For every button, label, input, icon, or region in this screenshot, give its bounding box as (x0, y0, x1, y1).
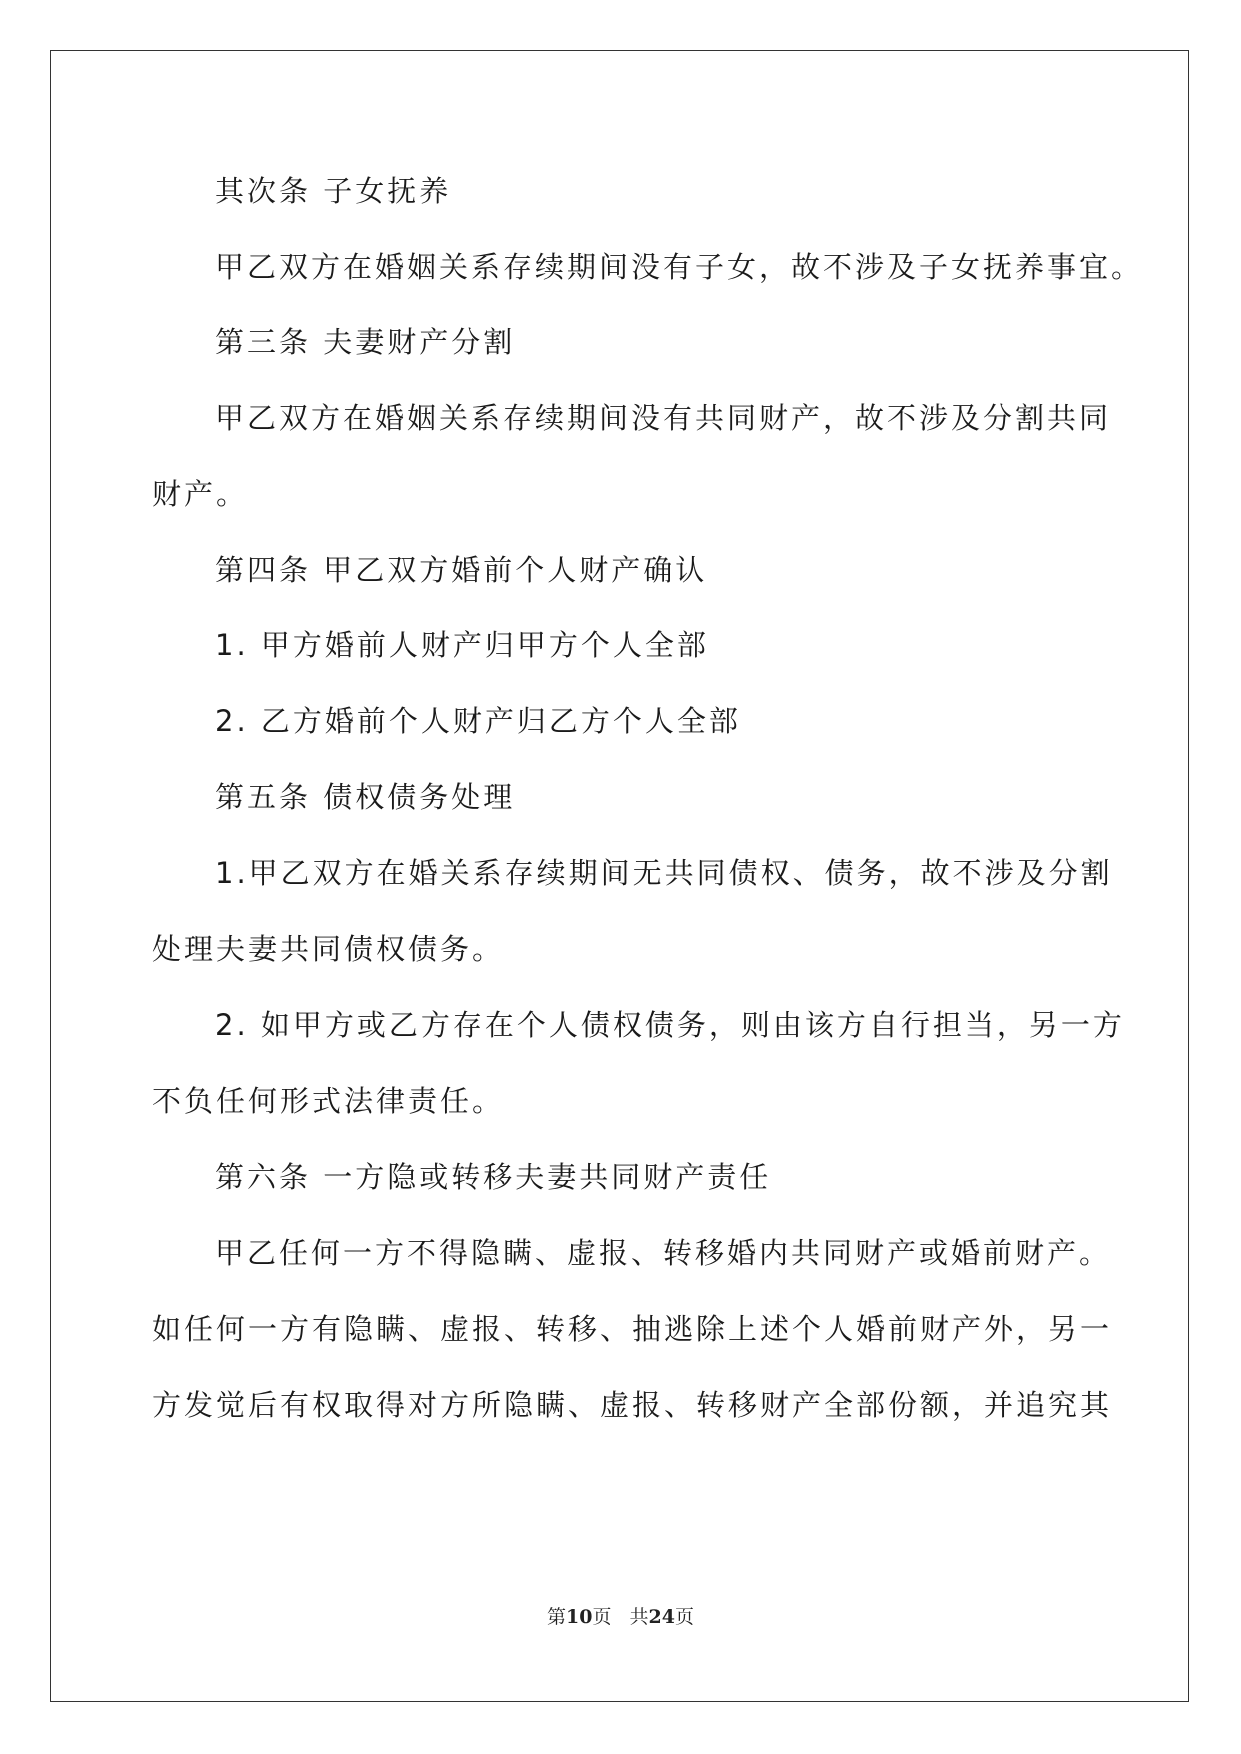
total-label-prefix: 共 (629, 1606, 649, 1628)
paragraph-line: 甲乙双方在婚姻关系存续期间没有子女，故不涉及子女抚养事宜。 (215, 250, 1144, 284)
page-label-suffix: 页 (592, 1606, 612, 1628)
heading-article-2: 其次条 子女抚养 (215, 174, 452, 208)
list-item: 1. 甲方婚前人财产归甲方个人全部 (215, 628, 709, 662)
paragraph-line: 如任何一方有隐瞒、虚报、转移、抽逃除上述个人婚前财产外，另一 (152, 1312, 1113, 1346)
total-label-suffix: 页 (674, 1606, 694, 1628)
page-label-prefix: 第 (547, 1606, 567, 1628)
list-item: 2. 如甲方或乙方存在个人债权债务，则由该方自行担当，另一方 (215, 1008, 1125, 1042)
total-pages: 24 (648, 1606, 675, 1628)
paragraph-line: 财产。 (152, 477, 249, 511)
paragraph-line: 甲乙双方在婚姻关系存续期间没有共同财产，故不涉及分割共同 (215, 401, 1112, 435)
heading-article-3: 第三条 夫妻财产分割 (215, 325, 516, 359)
page-number: 10 (566, 1606, 593, 1628)
heading-article-5: 第五条 债权债务处理 (215, 780, 516, 814)
list-item: 1.甲乙双方在婚关系存续期间无共同债权、债务，故不涉及分割 (215, 856, 1113, 890)
heading-article-4: 第四条 甲乙双方婚前个人财产确认 (215, 553, 708, 587)
heading-article-6: 第六条 一方隐或转移夫妻共同财产责任 (215, 1160, 772, 1194)
paragraph-line: 处理夫妻共同债权债务。 (152, 932, 505, 966)
paragraph-line: 甲乙任何一方不得隐瞒、虚报、转移婚内共同财产或婚前财产。 (215, 1236, 1112, 1270)
paragraph-line: 不负任何形式法律责任。 (152, 1084, 505, 1118)
page-footer (0, 1602, 1241, 1629)
paragraph-line: 方发觉后有权取得对方所隐瞒、虚报、转移财产全部份额，并追究其 (152, 1388, 1113, 1422)
list-item: 2. 乙方婚前个人财产归乙方个人全部 (215, 704, 741, 738)
